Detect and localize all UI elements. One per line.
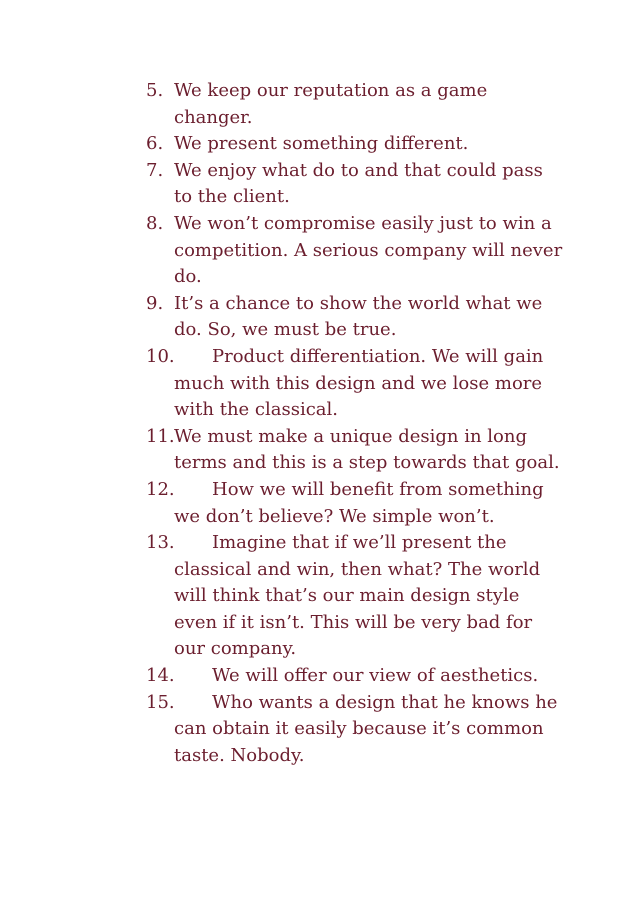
list-item — [146, 344, 566, 424]
item-text: Who wants a design that he knows he can obtain it easily because it’s common taste. Nobody. — [174, 691, 558, 766]
item-number: 12. — [146, 478, 175, 500]
item-text: We present something different. — [174, 133, 469, 155]
item-number: 7. — [146, 159, 164, 181]
list-item — [146, 291, 566, 344]
list-item — [146, 211, 566, 291]
item-number: 6. — [146, 133, 164, 155]
item-text: How we will benefit from something we don’t believe? We simple won’t. — [174, 478, 544, 527]
list-item — [146, 477, 566, 530]
item-number: 10. — [146, 345, 175, 367]
list-item — [146, 158, 566, 211]
list-item — [146, 663, 566, 690]
list-item — [146, 690, 566, 770]
list-item — [146, 424, 566, 477]
item-text: We will offer our view of aesthetics. — [212, 665, 539, 687]
list-item — [146, 131, 566, 158]
item-number: 8. — [146, 212, 164, 234]
item-text: We won’t compromise easily just to win a competition. A serious company will never do. — [174, 212, 563, 288]
item-number: 9. — [146, 292, 164, 314]
item-number: 14. — [146, 665, 175, 687]
item-text: We keep our reputation as a game changer. — [174, 80, 488, 128]
item-text: It’s a chance to show the world what we do. So, we must be true. — [174, 292, 543, 341]
item-text: We enjoy what do to and that could pass to the client. — [174, 159, 543, 208]
item-text: We must make a unique design in long terms and this is a step towards that goal. — [174, 425, 560, 474]
list-item — [146, 78, 566, 131]
item-number: 13. — [146, 532, 175, 554]
item-number: 11. — [146, 425, 175, 447]
item-text: Imagine that if we’ll present the classical and win, then what? The world will think that’s our main design style even if it isn’t. This will be very bad for our company. — [174, 532, 541, 660]
item-number: 5. — [146, 80, 164, 101]
numbered-list — [146, 78, 566, 769]
item-text: Product differentiation. We will gain much with this design and we lose more with the classical. — [174, 345, 544, 421]
item-number: 15. — [146, 691, 175, 713]
list-item — [146, 530, 566, 663]
